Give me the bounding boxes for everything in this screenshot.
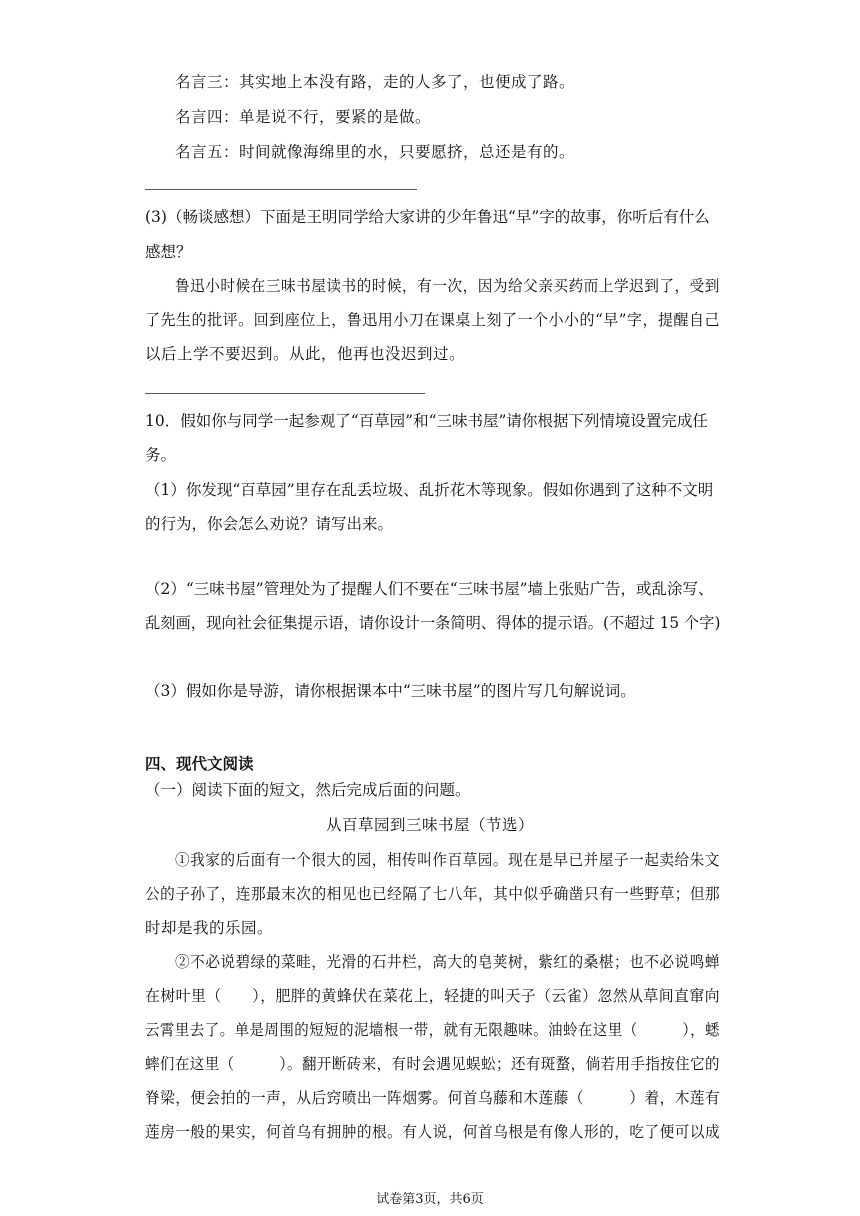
passage-p2-line2: 在树叶里（ ），肥胖的黄蜂伏在菜花上，轻捷的叫天子（云雀）忽然从草间直窜向 — [145, 987, 721, 1005]
quote-4: 名言四：单是说不行，要紧的是做。 — [175, 108, 432, 126]
passage-p2-line4: 蟀们在这里（ ）。翻开断砖来，有时会遇见蜈蚣；还有斑蝥，倘若用手指按住它的 — [145, 1055, 720, 1073]
quote-3: 名言三：其实地上本没有路，走的人多了，也便成了路。 — [175, 73, 576, 91]
passage-p2-line5: 脊梁，便会拍的一声，从后窍喷出一阵烟雾。何首乌藤和木莲藤（ ）着，木莲有 — [145, 1089, 721, 1107]
q10-intro-line2: 务。 — [145, 446, 177, 464]
q10-sub2-line1: （2）“三味书屋”管理处为了提醒人们不要在“三味书屋”墙上张贴广告，或乱涂写、 — [145, 580, 714, 598]
passage-p2-line1: ②不必说碧绿的菜畦，光滑的石井栏，高大的皂荚树，紫红的桑椹；也不必说鸣蝉 — [175, 953, 720, 971]
answer-line — [145, 393, 425, 394]
q9-3-prompt-line1: (3)（畅谈感想）下面是王明同学给大家讲的少年鲁迅“早”字的故事，你听后有什么 — [145, 208, 710, 226]
passage-p1-line3: 时却是我的乐园。 — [145, 919, 274, 937]
passage-p2-line3: 云霄里去了。单是周围的短短的泥墙根一带，就有无限趣味。油蛉在这里（ ），蟋 — [145, 1021, 720, 1039]
q10-sub1-line1: （1）你发现“百草园”里存在乱丢垃圾、乱折花木等现象。假如你遇到了这种不文明 — [145, 481, 714, 499]
q10-sub3: （3）假如你是导游，请你根据课本中“三味书屋”的图片写几句解说词。 — [145, 682, 636, 700]
passage-p2-line6: 莲房一般的果实，何首乌有拥肿的根。有人说，何首乌根是有像人形的，吃了便可以成 — [145, 1123, 721, 1141]
q9-3-prompt-line2: 感想？ — [145, 243, 192, 261]
page-footer: 试卷第3页，共6页 — [376, 1192, 484, 1207]
q10-intro-line1: 10．假如你与同学一起参观了“百草园”和“三味书屋”请你根据下列情境设置完成任 — [145, 412, 708, 430]
passage-title: 从百草园到三味书屋（节选） — [325, 816, 534, 834]
q10-sub1-line2: 的行为，你会怎么劝说？请写出来。 — [145, 515, 394, 533]
passage-p1-line1: ①我家的后面有一个很大的园，相传叫作百草园。现在是早已并屋子一起卖给朱文 — [175, 851, 720, 869]
section-heading: 四、现代文阅读 — [145, 755, 254, 773]
story-line3: 以后上学不要迟到。从此，他再也没迟到过。 — [145, 345, 466, 363]
answer-line — [145, 189, 417, 190]
passage-p1-line2: 公的子孙了，连那最末次的相见也已经隔了七八年，其中似乎确凿只有一些野草；但那 — [145, 885, 721, 903]
story-line1: 鲁迅小时候在三味书屋读书的时候，有一次，因为给父亲买药而上学迟到了，受到 — [175, 277, 720, 295]
story-line2: 了先生的批评。回到座位上，鲁迅用小刀在课桌上刻了一个小小的“早”字，提醒自己 — [145, 311, 721, 329]
part-instruction: （一）阅读下面的短文，然后完成后面的问题。 — [145, 781, 471, 799]
quote-5: 名言五：时间就像海绵里的水，只要愿挤，总还是有的。 — [175, 143, 576, 161]
q10-sub2-line2: 乱刻画，现向社会征集提示语，请你设计一条简明、得体的提示语。(不超过 15 个字) — [145, 614, 721, 632]
